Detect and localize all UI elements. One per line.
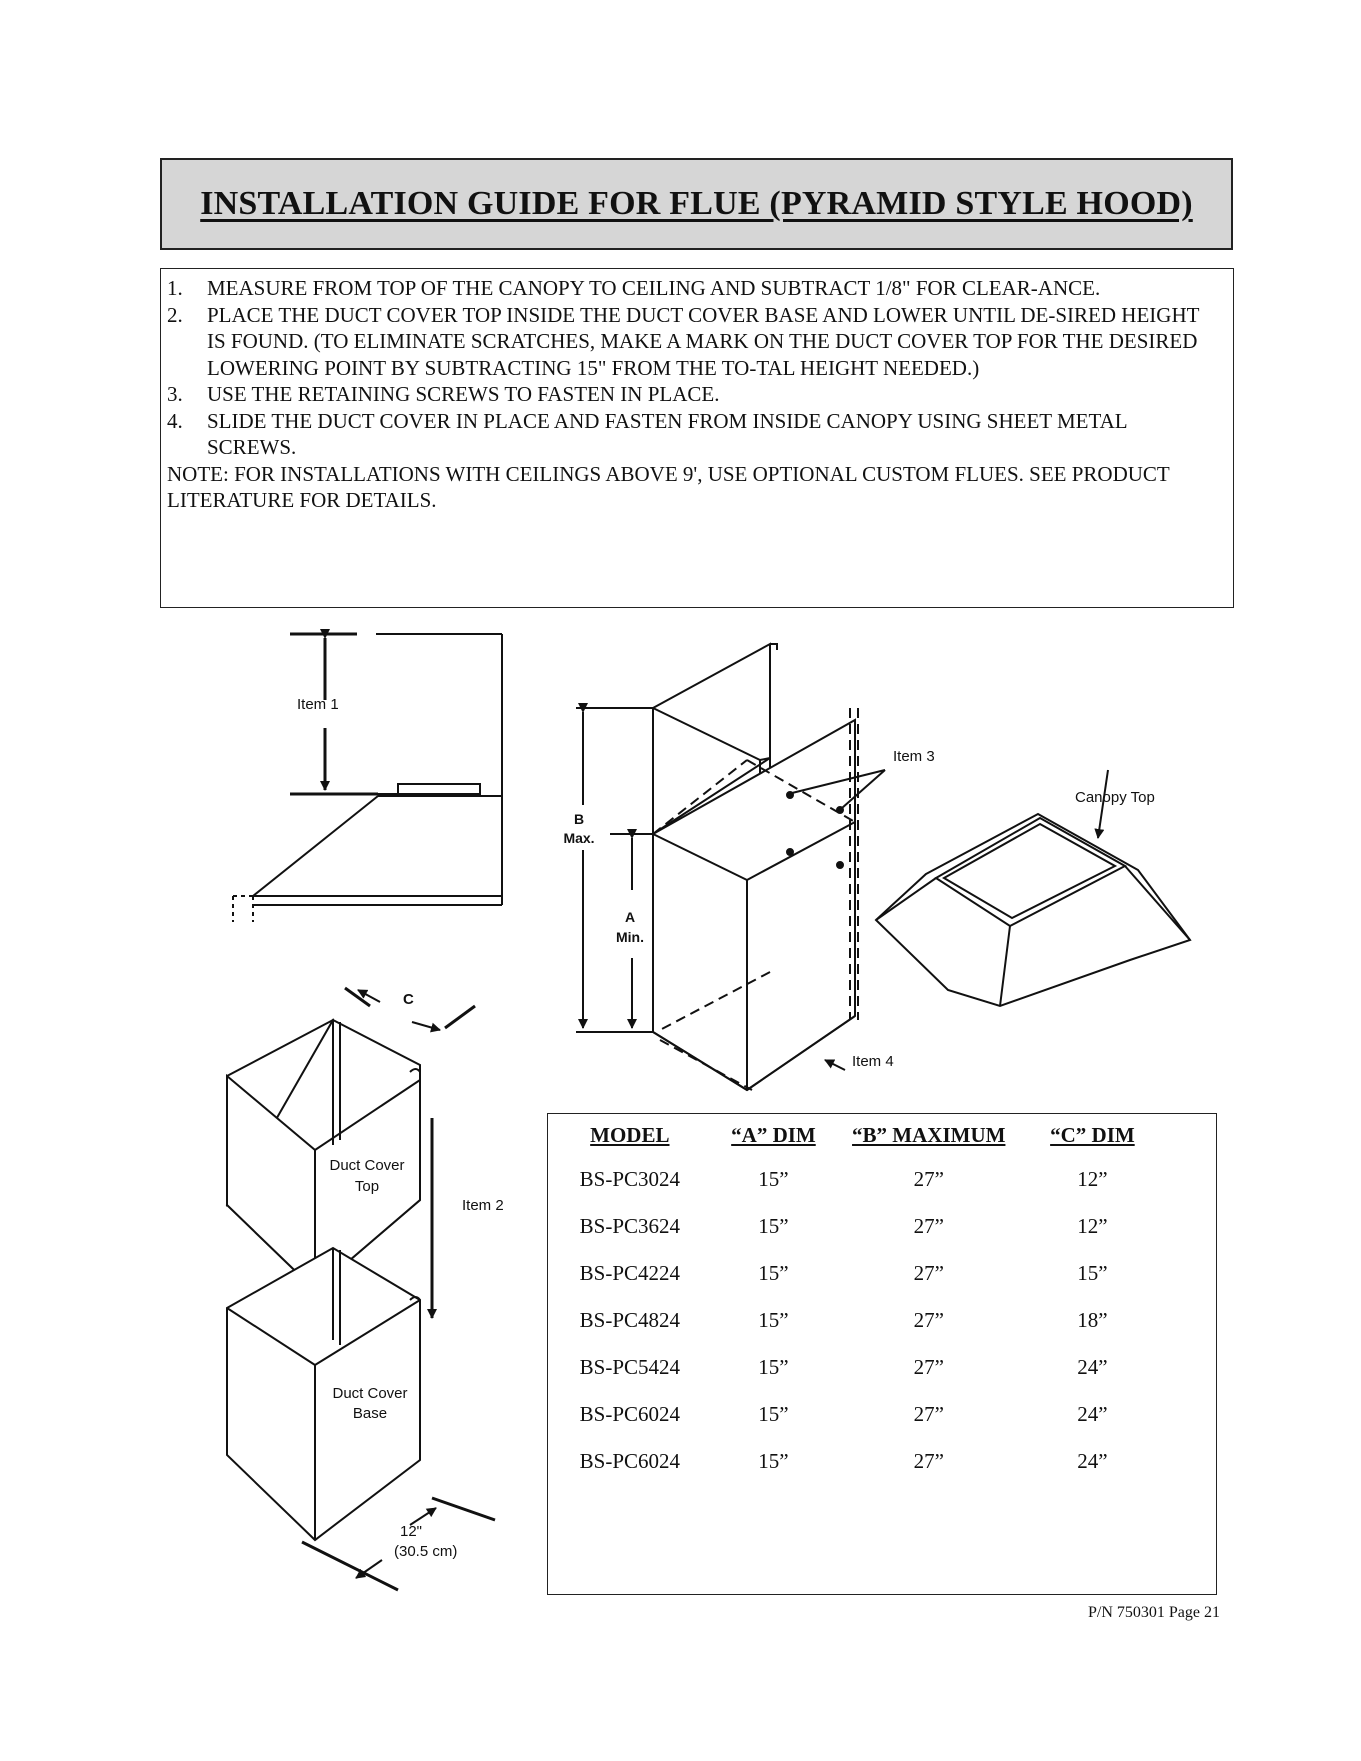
cell-a-dim: 15” bbox=[758, 1261, 789, 1285]
width-dimension-label-line2: (30.5 cm) bbox=[394, 1543, 458, 1560]
table-row bbox=[548, 1203, 1216, 1250]
a-min-label: Min. bbox=[616, 929, 644, 945]
step-text: MEASURE FROM TOP OF THE CANOPY TO CEILING AND SUBTRACT 1/8" FOR CLEAR-ANCE. bbox=[207, 276, 1101, 300]
table-row bbox=[548, 1391, 1216, 1438]
cell-b-maximum: 27” bbox=[913, 1402, 944, 1426]
cell-a-dim: 15” bbox=[758, 1402, 789, 1426]
cell-model: BS-PC3024 bbox=[579, 1167, 681, 1191]
a-dimension-label: A bbox=[624, 909, 636, 925]
table-row bbox=[548, 1297, 1216, 1344]
table-header-row bbox=[548, 1114, 1216, 1156]
item1-label: Item 1 bbox=[297, 696, 339, 713]
canopy-top-label: Canopy Top bbox=[1075, 789, 1155, 806]
c-dimension-label: C bbox=[403, 991, 414, 1008]
duct-cover-base-label-line1: Duct Cover bbox=[332, 1385, 408, 1402]
table-row bbox=[548, 1156, 1216, 1203]
cell-c-dim: 12” bbox=[1077, 1167, 1108, 1191]
cell-a-dim: 15” bbox=[758, 1449, 789, 1473]
cell-b-maximum: 27” bbox=[913, 1449, 944, 1473]
column-header-model: MODEL bbox=[590, 1122, 670, 1147]
cell-a-dim: 15” bbox=[758, 1214, 789, 1238]
column-header-c-dim: “C” DIM bbox=[1050, 1122, 1135, 1147]
cell-model: BS-PC6024 bbox=[579, 1449, 681, 1473]
step-text: USE THE RETAINING SCREWS TO FASTEN IN PLACE. bbox=[207, 382, 720, 406]
hood-side-view bbox=[233, 634, 502, 922]
cell-b-maximum: 27” bbox=[913, 1261, 944, 1285]
item2-label: Item 2 bbox=[462, 1197, 504, 1214]
width-dimension-label-line1: 12" bbox=[400, 1523, 423, 1540]
cell-c-dim: 24” bbox=[1077, 1402, 1108, 1426]
cell-model: BS-PC4224 bbox=[579, 1261, 681, 1285]
table-row bbox=[548, 1250, 1216, 1297]
page-footer: P/N 750301 Page 21 bbox=[1088, 1604, 1220, 1621]
cell-model: BS-PC5424 bbox=[579, 1355, 681, 1379]
column-header-b-maximum: “B” MAXIMUM bbox=[852, 1122, 1006, 1147]
duct-cover-base-label-line2: Base bbox=[352, 1405, 388, 1422]
step-number: 2. bbox=[167, 302, 183, 327]
cell-c-dim: 24” bbox=[1077, 1449, 1108, 1473]
item3-label: Item 3 bbox=[893, 748, 935, 765]
cell-c-dim: 18” bbox=[1077, 1308, 1108, 1332]
cell-model: BS-PC4824 bbox=[579, 1308, 681, 1332]
b-dimension-label: B bbox=[573, 811, 585, 827]
step-text: PLACE THE DUCT COVER TOP INSIDE THE DUCT COVER BASE AND LOWER UNTIL DE-SIRED HEIGHT IS FOUND. (TO ELIMINATE SCRATCHES, MAKE A MARK ON THE DUCT COVER TOP FOR THE DESIRED LOWERING POINT BY SUBTRACTING 15" FROM THE TO-TAL HEIGHT NEEDED.) bbox=[207, 302, 1200, 380]
cell-b-maximum: 27” bbox=[913, 1214, 944, 1238]
column-header-a-dim: “A” DIM bbox=[731, 1122, 816, 1147]
page-title: INSTALLATION GUIDE FOR FLUE (PYRAMID STYLE HOOD) bbox=[200, 185, 1193, 222]
cell-c-dim: 12” bbox=[1077, 1214, 1108, 1238]
step-number: 4. bbox=[167, 408, 183, 433]
table-row bbox=[548, 1344, 1216, 1391]
step-number: 3. bbox=[167, 382, 183, 406]
cell-b-maximum: 27” bbox=[913, 1308, 944, 1332]
step-text: SLIDE THE DUCT COVER IN PLACE AND FASTEN FROM INSIDE CANOPY USING SHEET METAL SCREWS. bbox=[207, 408, 1127, 459]
dimension-table-box bbox=[547, 1113, 1217, 1595]
duct-cover-exploded bbox=[227, 988, 495, 1590]
cell-c-dim: 24” bbox=[1077, 1355, 1108, 1379]
cell-a-dim: 15” bbox=[758, 1308, 789, 1332]
cell-a-dim: 15” bbox=[758, 1167, 789, 1191]
b-max-label: Max. bbox=[563, 830, 595, 846]
dimension-table bbox=[548, 1114, 1216, 1485]
duct-cover-top-label-line2: Top bbox=[354, 1178, 380, 1195]
cell-c-dim: 15” bbox=[1077, 1261, 1108, 1285]
flue-assembly bbox=[573, 644, 885, 1090]
duct-cover-top-label-line1: Duct Cover bbox=[329, 1157, 405, 1174]
cell-a-dim: 15” bbox=[758, 1355, 789, 1379]
table-row bbox=[548, 1438, 1216, 1485]
cell-model: BS-PC3624 bbox=[579, 1214, 681, 1238]
item4-label: Item 4 bbox=[852, 1053, 894, 1070]
installation-note: NOTE: FOR INSTALLATIONS WITH CEILINGS ABOVE 9', USE OPTIONAL CUSTOM FLUES. SEE PRODUCT LITERATURE FOR DETAILS. bbox=[167, 461, 1170, 512]
step-number: 1. bbox=[167, 276, 183, 300]
cell-b-maximum: 27” bbox=[913, 1167, 944, 1191]
cell-b-maximum: 27” bbox=[913, 1355, 944, 1379]
cell-model: BS-PC6024 bbox=[579, 1402, 681, 1426]
